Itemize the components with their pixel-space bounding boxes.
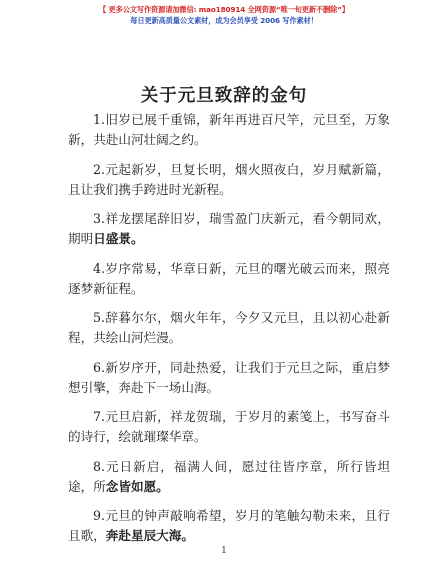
quote-emphasis: 念皆如愿。 bbox=[105, 478, 169, 494]
quote-emphasis: 日盛景。 bbox=[93, 231, 144, 246]
quote-list bbox=[68, 110, 390, 556]
quote-text: 1.旧岁已展千重锦，新年再进百尺竿，元旦至，万象新，共赴山河壮阔之约。 bbox=[68, 112, 390, 147]
quote-text: 4.岁序常易，华章日新，元旦的曙光破云而来，照亮逐梦新征程。 bbox=[68, 260, 390, 296]
quote-text: 2.元起新岁，旦复长明，烟火照夜白，岁月赋新篇，且让我们携手跨进时光新程。 bbox=[68, 161, 390, 197]
quote-text: 9.元旦的钟声敲响希望，岁月的笔触勾勒未来，且行且歌， bbox=[68, 508, 390, 543]
quote-item bbox=[68, 308, 390, 348]
page-number: 1 bbox=[221, 546, 227, 556]
quote-item bbox=[68, 209, 390, 249]
quote-text: 6.新岁序开，同赴热爱，让我们于元旦之际，重启梦想引擎，奔赴下一场山海。 bbox=[68, 359, 390, 395]
document-title: 关于元旦致辞的金句 bbox=[140, 86, 308, 106]
promo-banner-line2: 每日更新高质量公文素材，成为会员享受 2006 写作素材！ bbox=[130, 16, 318, 25]
quote-text: 8.元日新启，福满人间，愿过往皆序章，所行皆坦途，所 bbox=[68, 458, 390, 494]
quote-item bbox=[68, 259, 390, 299]
quote-item bbox=[68, 506, 390, 546]
quote-text: 3.祥龙摆尾辞旧岁，瑞雪盈门庆新元，看今朝同欢，期明 bbox=[68, 211, 390, 246]
quote-item bbox=[68, 407, 390, 447]
quote-item bbox=[68, 457, 390, 497]
quote-text: 5.辞暮尔尔，烟火年年，今夕又元旦，且以初心赴新程，共绘山河烂漫。 bbox=[68, 310, 390, 345]
quote-text: 7.元旦启新，祥龙贺瑞，于岁月的素笺上，书写奋斗的诗行，绘就璀璨华章。 bbox=[68, 409, 390, 444]
quote-item bbox=[68, 110, 390, 150]
promo-banner bbox=[0, 4, 448, 26]
quote-item bbox=[68, 358, 390, 398]
promo-banner-line1: 【 更多公文写作资源请加微信: mao180914 全网资源“唯一旬更新不删除”】 bbox=[99, 5, 349, 14]
quote-item bbox=[68, 160, 390, 200]
quote-emphasis: 奔赴星辰大海。 bbox=[105, 528, 194, 543]
